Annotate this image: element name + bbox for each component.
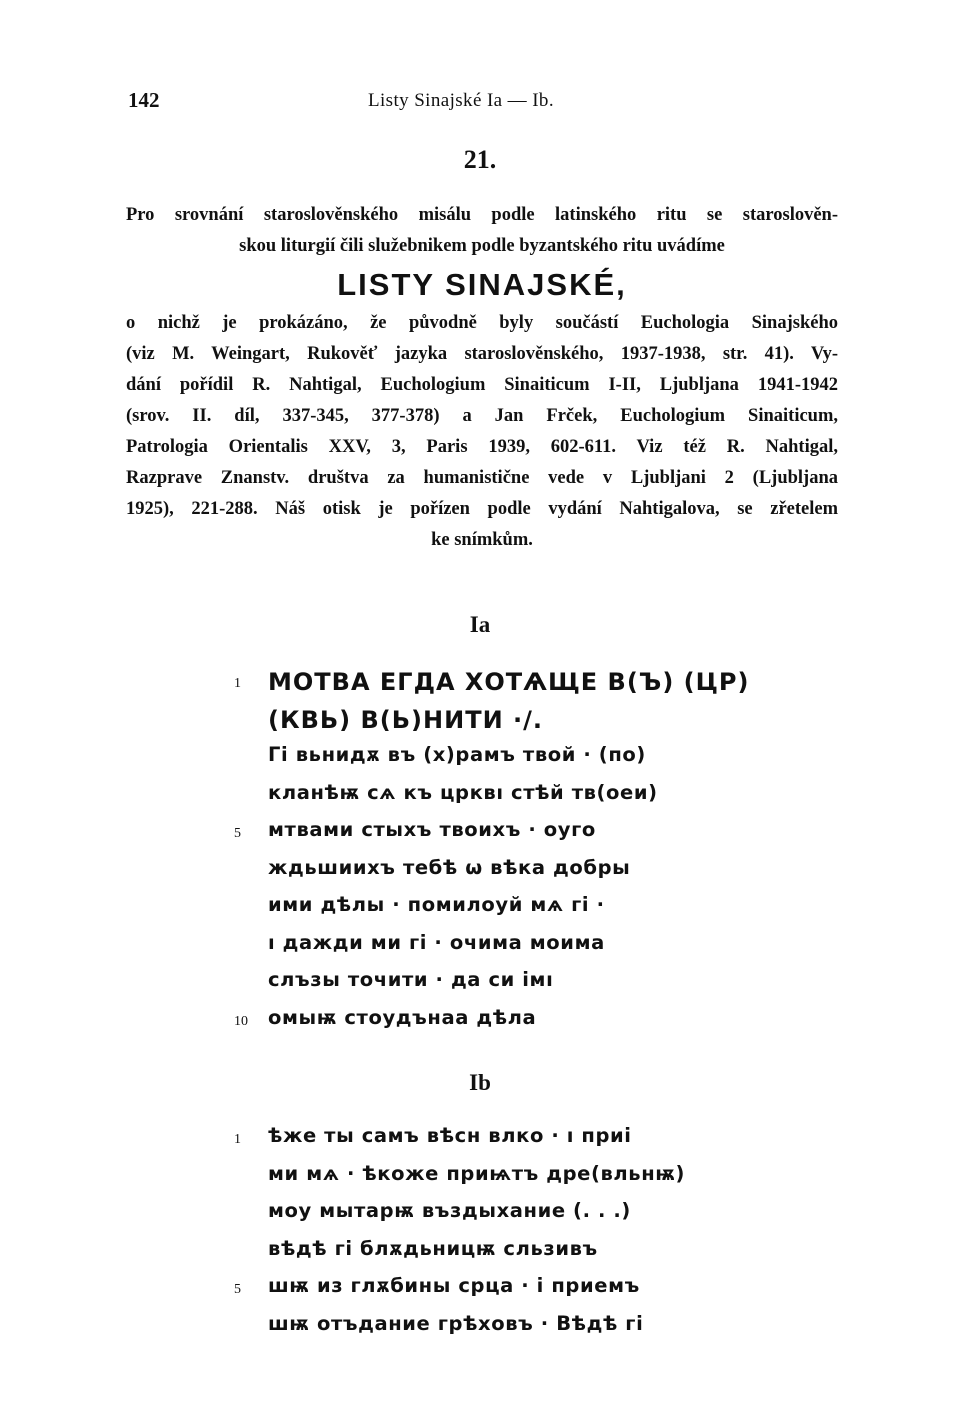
line-text: Гі вьнидѫ въ (х)рамъ твой · (по): [268, 743, 646, 766]
line-text: шѭ из глѫбины срца · і приемъ: [268, 1274, 640, 1297]
intro-line: (srov. II. díl, 337-345, 377-378) a Jan Frček, Euchologium Sinaiticum,: [126, 406, 838, 426]
text-line: [234, 968, 754, 1006]
section-number: 21.: [463, 145, 497, 174]
text-block-ib: [234, 1124, 754, 1349]
text-line: [234, 856, 754, 894]
intro-line: skou liturgií čili služebnikem podle byzantského ritu uvádíme: [239, 236, 725, 256]
intro-line: o nichž je prokázáno, že původně byly součástí Euchologia Sinajského: [126, 313, 838, 333]
page-number: 142: [128, 88, 160, 112]
line-text: вѣдѣ гі блѫдьницѭ сльзивъ: [268, 1236, 598, 1260]
intro-title: LISTY SINAJSKÉ,: [337, 267, 627, 302]
line-text: ми мѧ · ѣкоже приѩтъ дре(вльнѭ): [268, 1161, 686, 1185]
line-number: 10: [234, 1013, 248, 1029]
line-text: шѭ отъдание грѣховъ · Вѣдѣ гі: [268, 1311, 644, 1335]
text-line: [234, 743, 754, 781]
line-text: ı дажди ми гі · очима моима: [268, 930, 605, 954]
intro-line: Patrologia Orientalis XXV, 3, Paris 1939, 602-611. Viz též R. Nahtigal,: [126, 437, 838, 457]
text-line: [234, 706, 754, 744]
text-line: [234, 1199, 754, 1237]
intro-line: (viz M. Weingart, Rukověť jazyka staroslověnského, 1937-1938, str. 41). Vy-: [126, 344, 838, 364]
line-text: слъзы точити · да си імı: [268, 968, 554, 991]
section-heading-ia: Ia: [469, 612, 491, 637]
line-text: мтвами стыхъ твоихъ · оуго: [268, 818, 596, 841]
line-number: 5: [234, 826, 241, 841]
text-line: [234, 1237, 754, 1275]
intro-line: ke snímkům.: [431, 530, 533, 550]
line-text: МОТВА ЕГДА ХОТѦЩЕ В(Ъ) (ЦР): [268, 668, 750, 696]
text-line: [234, 931, 754, 969]
line-text: (КВЬ) В(Ь)НИТИ ·/.: [268, 705, 544, 734]
text-line: [234, 668, 754, 706]
text-block-ia: [234, 668, 754, 1043]
text-line: [234, 1006, 754, 1044]
line-text: моу мытарѭ въздыхание (. . .): [268, 1199, 631, 1222]
line-number: 5: [234, 1282, 241, 1297]
text-line: [234, 781, 754, 819]
line-text: кланѣѭ сѧ къ црквı стѣй тв(оеи): [268, 780, 658, 804]
text-line: [234, 893, 754, 931]
text-line: [234, 818, 754, 856]
running-head: [128, 88, 832, 118]
intro-line: 1925), 221-288. Náš otisk je pořízen podle vydání Nahtigalova, se zřetelem: [126, 499, 838, 519]
line-text: омыѭ стоудънаа дѣла: [268, 1005, 537, 1029]
line-text: ѣже ты самъ вѣсн влко · ı приі: [268, 1124, 632, 1147]
text-line: [234, 1274, 754, 1312]
line-text: ждьшиихъ тебѣ ѡ вѣка добры: [268, 855, 631, 879]
line-number: 1: [234, 1132, 241, 1147]
section-heading-ib: Ib: [469, 1070, 491, 1095]
line-number: 1: [234, 676, 241, 691]
line-text: ими дѣлы · помилоуй мѧ гі ·: [268, 893, 605, 916]
intro-line: Pro srovnání staroslověnského misálu podle latinského ritu se staroslověn-: [126, 205, 838, 225]
intro-line: Razprave Znanstv. društva za humanistične vede v Ljubljani 2 (Ljubljana: [126, 468, 838, 488]
text-line: [234, 1124, 754, 1162]
intro-line: dání pořídil R. Nahtigal, Euchologium Sinaiticum I-II, Ljubljana 1941-1942: [126, 375, 838, 395]
text-line: [234, 1312, 754, 1350]
text-line: [234, 1162, 754, 1200]
running-title: Listy Sinajské Ia — Ib.: [368, 90, 554, 111]
intro-paragraph: [126, 200, 838, 556]
